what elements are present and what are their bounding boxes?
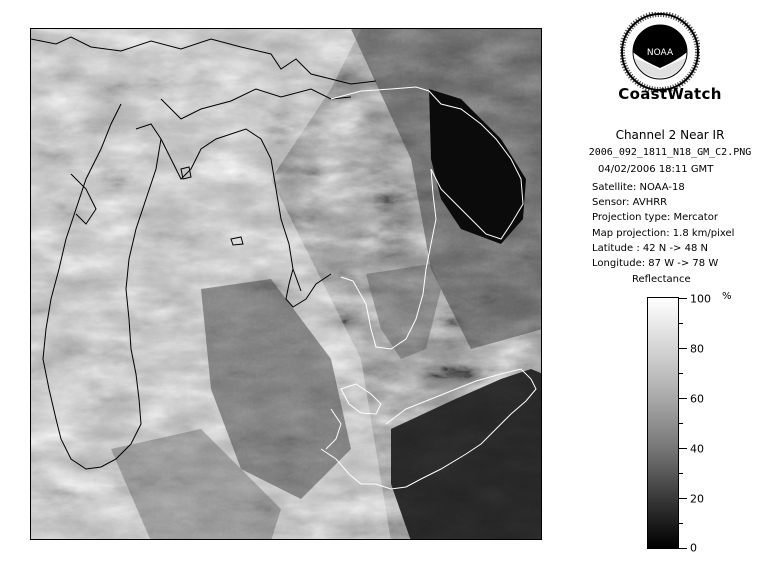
colorbar-tick-label: 20 xyxy=(690,492,704,506)
colorbar-tick-label: 0 xyxy=(690,541,697,555)
colorbar-minor-tick xyxy=(679,373,683,374)
sensor-label: Sensor: AVHRR xyxy=(592,197,668,208)
colorbar-tick xyxy=(679,498,687,499)
longitude-label: Longitude: 87 W -> 78 W xyxy=(592,258,719,269)
colorbar-unit: % xyxy=(722,291,732,302)
noaa-logo-svg xyxy=(620,12,700,92)
colorbar-tick xyxy=(679,348,687,349)
colorbar-title: Reflectance xyxy=(632,274,691,285)
svg-text:NOAA: NOAA xyxy=(646,48,674,58)
map-projection-label: Map projection: 1.8 km/pixel xyxy=(592,228,735,239)
colorbar xyxy=(647,297,679,549)
colorbar-minor-tick xyxy=(679,473,683,474)
satellite-image-svg xyxy=(31,29,542,540)
colorbar-tick xyxy=(679,298,687,299)
colorbar-tick xyxy=(679,548,687,549)
colorbar-tick-label: 80 xyxy=(690,342,704,356)
date-time: 04/02/2006 18:11 GMT xyxy=(598,164,714,175)
latitude-label: Latitude : 42 N -> 48 N xyxy=(592,243,708,254)
colorbar-minor-tick xyxy=(679,423,683,424)
colorbar-tick xyxy=(679,448,687,449)
colorbar-tick xyxy=(679,398,687,399)
satellite-image xyxy=(30,28,542,540)
satellite-label: Satellite: NOAA-18 xyxy=(592,182,685,193)
colorbar-minor-tick xyxy=(679,523,683,524)
channel-subtitle: Channel 2 Near IR xyxy=(615,128,725,142)
colorbar-tick-label: 40 xyxy=(690,442,704,456)
projection-type-label: Projection type: Mercator xyxy=(592,212,718,223)
colorbar-minor-tick xyxy=(679,323,683,324)
noaa-logo xyxy=(620,12,700,92)
file-name: 2006_092_1811_N18_GM_C2.PNG xyxy=(588,147,752,158)
colorbar-tick-label: 100 xyxy=(690,292,711,306)
app-title: CoastWatch xyxy=(618,85,722,103)
colorbar-tick-label: 60 xyxy=(690,392,704,406)
